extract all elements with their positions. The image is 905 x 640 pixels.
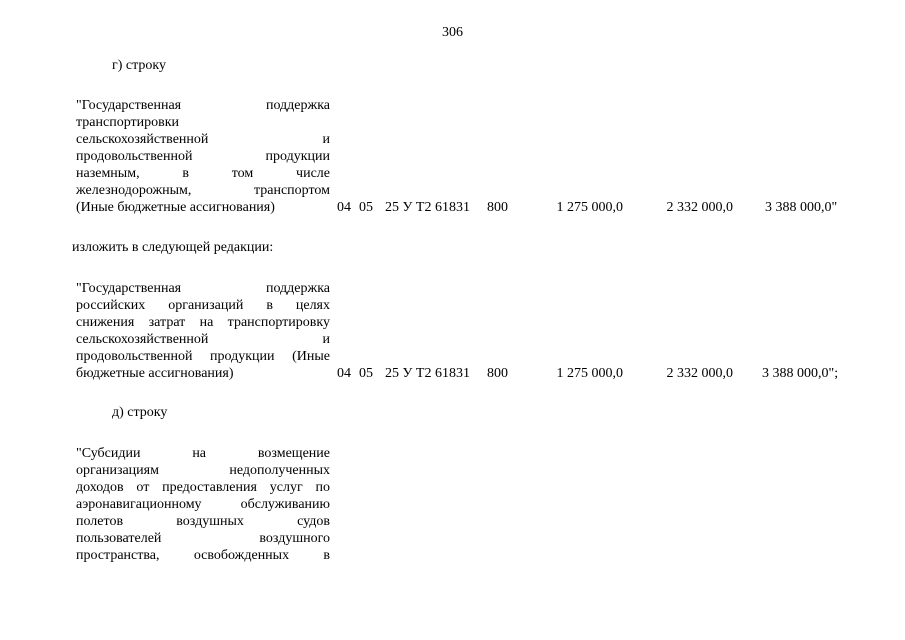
section-d-line: организациям недополученных	[76, 463, 330, 478]
new-row-type: 800	[487, 366, 508, 381]
new-row-line: сельскохозяйственной и	[76, 332, 330, 347]
section-d-line: аэронавигационному обслуживанию	[76, 497, 330, 512]
section-d-line: пространства, освобожденных в	[76, 548, 330, 563]
old-row-line: транспортировки	[76, 115, 180, 130]
section-d-line: доходов от предоставления услуг по	[76, 480, 330, 495]
section-d-line: "Субсидии на возмещение	[76, 446, 330, 461]
new-row-value-3: 3 388 000,0";	[762, 366, 839, 381]
old-row-name	[76, 97, 330, 216]
old-row-type: 800	[487, 200, 508, 215]
page-number: 306	[442, 25, 463, 40]
old-row-code-b: 05	[359, 200, 373, 215]
old-row-line: продовольственной продукции	[76, 149, 330, 164]
old-row-target: 25 У Т2 61831	[385, 200, 470, 215]
new-row-value-1: 1 275 000,0	[556, 366, 623, 381]
new-row-line: "Государственная поддержка	[76, 281, 330, 296]
old-row-line: (Иные бюджетные ассигнования)	[76, 200, 275, 215]
old-row-code-a: 04	[337, 200, 351, 215]
new-row-line: российских организаций в целях	[76, 298, 330, 313]
new-row-line: снижения затрат на транспортировку	[76, 315, 330, 330]
new-row-value-2: 2 332 000,0	[666, 366, 733, 381]
section-g-label: г) строку	[112, 58, 167, 73]
old-row-value-1: 1 275 000,0	[556, 200, 623, 215]
old-row-value-3: 3 388 000,0"	[765, 200, 838, 215]
new-row-target: 25 У Т2 61831	[385, 366, 470, 381]
old-row-line: сельскохозяйственной и	[76, 132, 330, 147]
section-d-line: пользователей воздушного	[76, 531, 330, 546]
new-row-code-b: 05	[359, 366, 373, 381]
new-row-name	[76, 280, 330, 382]
old-row-line: железнодорожным, транспортом	[76, 183, 330, 198]
new-row-line: бюджетные ассигнования)	[76, 366, 234, 381]
section-d-label: д) строку	[112, 405, 168, 420]
section-d-line: полетов воздушных судов	[76, 514, 330, 529]
section-d-row-name	[76, 445, 330, 564]
instruction-text: изложить в следующей редакции:	[72, 240, 274, 255]
old-row-line: наземным, в том числе	[76, 166, 330, 181]
old-row-value-2: 2 332 000,0	[666, 200, 733, 215]
new-row-line: продовольственной продукции (Иные	[76, 349, 330, 364]
old-row-line: "Государственная поддержка	[76, 98, 330, 113]
new-row-code-a: 04	[337, 366, 351, 381]
